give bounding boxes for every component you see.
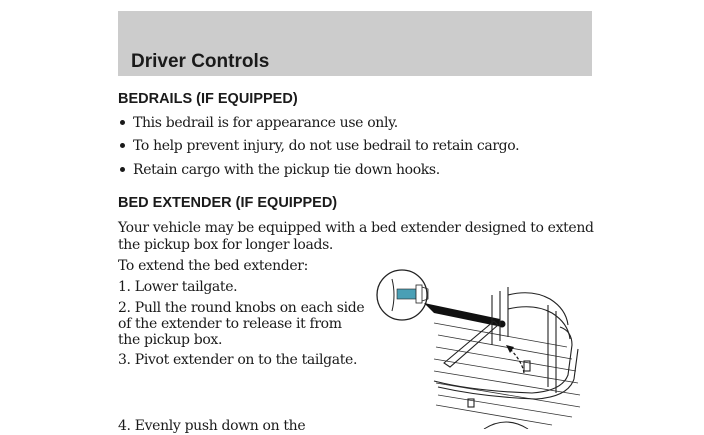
bedrails-bullet: This bedrail is for appearance use only.	[118, 115, 398, 131]
bullet-icon	[120, 120, 125, 125]
step-2: 2. Pull the round knobs on each side of the extender to release it from the pickup box.	[118, 300, 365, 348]
bed-extender-illustration	[372, 265, 592, 429]
bed-extender-intro: Your vehicle may be equipped with a bed extender designed to extend the pickup box for longer loads.	[118, 220, 594, 253]
bedrails-bullet: Retain cargo with the pickup tie down hooks.	[118, 162, 440, 178]
step-4: 4. Evenly push down on the	[118, 418, 306, 434]
bedrails-heading: BEDRAILS (IF EQUIPPED)	[118, 91, 298, 107]
step-1: 1. Lower tailgate.	[118, 279, 238, 295]
bedrails-bullet: To help prevent injury, do not use bedrail to retain cargo.	[118, 138, 519, 154]
bullet-icon	[120, 167, 125, 172]
step-3: 3. Pivot extender on to the tailgate.	[118, 352, 358, 368]
bullet-icon	[120, 143, 125, 148]
page-title: Driver Controls	[131, 51, 270, 72]
bed-extender-heading: BED EXTENDER (IF EQUIPPED)	[118, 195, 338, 211]
section-header-band	[118, 11, 592, 76]
steps-lead: To extend the bed extender:	[118, 258, 309, 274]
